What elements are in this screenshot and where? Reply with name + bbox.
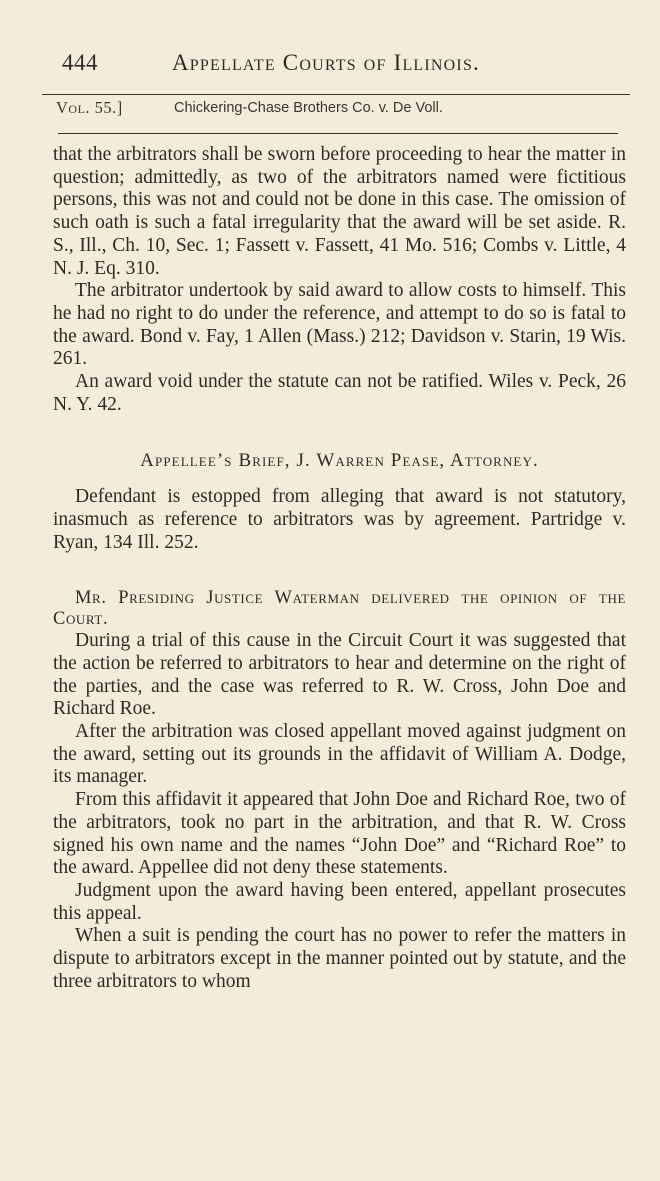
paragraph: Judgment upon the award having been entered, appellant prosecutes this appeal. (53, 879, 626, 924)
case-line-rule (58, 133, 618, 134)
paragraph: During a trial of this cause in the Circuit Court it was suggested that the action be referred to arbitrators to hear and determine on the right of the parties, and the case was referred to R. W. Cross, John Doe and Richard Roe. (53, 630, 626, 720)
paragraph: Defendant is estopped from alleging that award is not statutory, inasmuch as reference to arbitrators was by agreement. Partridge v. Ryan, 134 Ill. 252. (53, 486, 626, 553)
volume-label: Vol. 55.] (56, 98, 123, 117)
page-body (53, 144, 626, 994)
opinion-heading: Mr. Presiding Justice Waterman delivered the opinion of the Court. (53, 588, 626, 630)
paragraph: that the arbitrators shall be sworn before proceeding to hear the matter in question; admittedly, as two of the arbitrators named were fictitious persons, this was not and could not be done in this case. The omission of such oath is such a fatal irregularity that the award will be set aside. R. S., Ill., Ch. 10, Sec. 1; Fassett v. Fassett, 41 Mo. 516; Combs v. Little, 4 N. J. Eq. 310. (53, 144, 626, 279)
paragraph: When a suit is pending the court has no power to refer the matters in dispute to arbitrators except in the manner pointed out by statute, and the three arbitrators to whom (53, 925, 626, 992)
running-head-title: Appellate Courts of Illinois. (172, 50, 481, 75)
header-rule (42, 94, 630, 95)
appellee-brief-heading: Appellee’s Brief, J. Warren Pease, Attorney. (140, 450, 539, 472)
paragraph: From this affidavit it appeared that John Doe and Richard Roe, two of the arbitrators, took no part in the arbitration, and that R. W. Cross signed his own name and the names “John Doe” and “Richard Roe” to the award. Appellee did not deny these statements. (53, 789, 626, 879)
case-caption: Chickering-Chase Brothers Co. v. De Voll. (174, 100, 443, 116)
paragraph: The arbitrator undertook by said award to allow costs to himself. This he had no right to do under the reference, and attempt to do so is fatal to the award. Bond v. Fay, 1 Allen (Mass.) 212; Davidson v. Starin, 19 Wis. 261. (53, 280, 626, 370)
paragraph: After the arbitration was closed appellant moved against judgment on the award, setting out its grounds in the affidavit of William A. Dodge, its manager. (53, 721, 626, 788)
paragraph: An award void under the statute can not be ratified. Wiles v. Peck, 26 N. Y. 42. (53, 371, 626, 415)
page-number: 444 (62, 50, 98, 75)
